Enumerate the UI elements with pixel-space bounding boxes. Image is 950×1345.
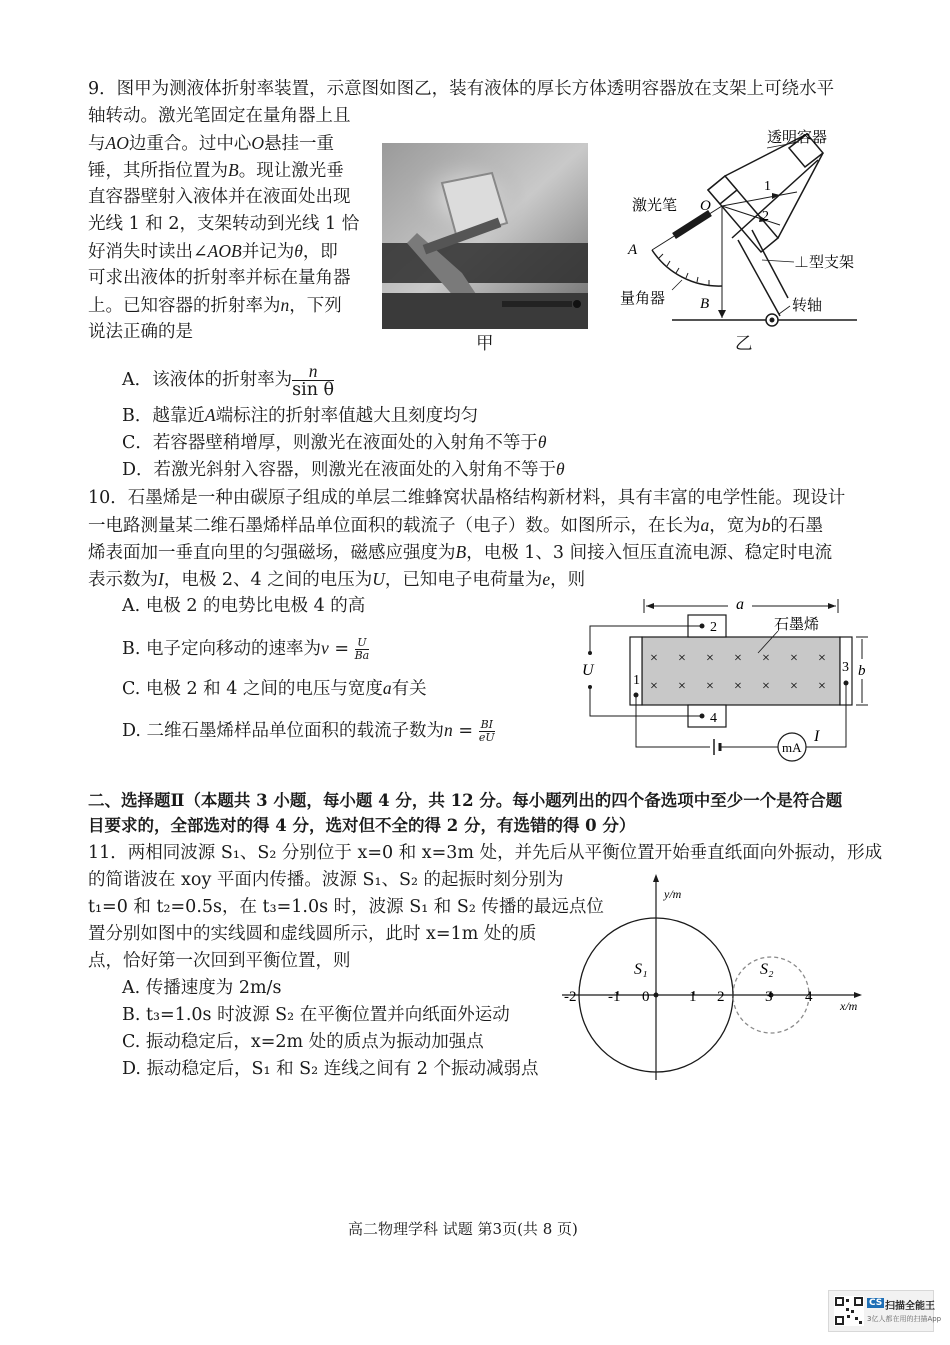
q9-protractor-ticks xyxy=(659,254,709,285)
q10-cross: × xyxy=(678,679,686,694)
photo-base xyxy=(382,293,588,329)
q9-optA-prefix: A．该液体的折射率为 xyxy=(122,370,293,390)
q9-l7c: 并记为 xyxy=(241,242,295,262)
photo-knob xyxy=(573,300,581,308)
q11-s1-point xyxy=(654,993,659,998)
q11-xlabel: x/m xyxy=(840,999,858,1013)
q10-cross: × xyxy=(706,679,714,694)
cs-badge: CS xyxy=(869,1298,883,1308)
q9-container-wall-left xyxy=(708,176,737,204)
q9-diagram xyxy=(612,120,872,340)
q10-label-graphene: 石墨烯 xyxy=(774,617,820,633)
q9-option-d xyxy=(122,456,565,484)
section2-line2: 目要求的，全部选对的得 4 分，选对但不全的得 2 分，有选错的得 0 分） xyxy=(88,816,636,835)
q10-optB-eq: = xyxy=(328,639,355,659)
q10-optD-eq: = xyxy=(452,721,479,741)
q9-l9a: 上。已知容器的折射率为 xyxy=(88,296,281,316)
q10-cross: × xyxy=(650,679,658,694)
q10-optC-b: a xyxy=(382,678,392,698)
q10-line4 xyxy=(88,566,585,594)
q10-cross: × xyxy=(762,651,770,666)
q9-line4 xyxy=(88,157,344,185)
q10-u-terminal-bottom xyxy=(588,685,592,689)
q11-tick-0: 0 xyxy=(642,989,650,1005)
q9-line5: 直容器壁射入液体并在液面处出现 xyxy=(88,187,351,207)
q9-l3e: 悬挂一重 xyxy=(263,134,334,154)
q10-l4c: ，电极 2、4 之间的电压为 xyxy=(163,570,373,590)
watermark-subtitle: 3亿人都在用的扫描App xyxy=(867,1315,942,1323)
page-footer: 高二物理学科 试题 第3页(共 8 页) xyxy=(348,1220,578,1238)
q10-line2 xyxy=(88,512,823,540)
q11-line1: 11．两相同波源 S₁、S₂ 分别位于 x=0 和 x=3m 处，并先后从平衡位置开始垂直纸面向外振动，形成 xyxy=(88,843,883,863)
q9-diagram-caption: 乙 xyxy=(735,334,753,354)
q10-l4f: e xyxy=(542,569,551,589)
q9-optB-b: A xyxy=(204,405,216,425)
q10-optB-var: v xyxy=(321,638,329,658)
q9-plumb-weight xyxy=(718,310,726,318)
q11-tick-2: 2 xyxy=(717,989,725,1005)
q9-line3 xyxy=(88,130,334,158)
q9-support-leg2 xyxy=(752,230,788,298)
q10-option-b xyxy=(122,635,369,663)
q9-l3d: O xyxy=(251,133,264,153)
q11-tick--2: -2 xyxy=(564,989,577,1005)
q10-l2b: a xyxy=(700,515,710,535)
q10-l2a: 一电路测量某二维石墨烯样品单位面积的载流子（电子）数。如图所示，在长为 xyxy=(88,516,701,536)
q10-label-I: I xyxy=(814,728,820,745)
q9-line7 xyxy=(88,238,338,266)
q11-option-d: D. 振动稳定后，S₁ 和 S₂ 连线之间有 2 个振动减弱点 xyxy=(122,1059,539,1079)
q10-cross: × xyxy=(790,651,798,666)
q10-optD-prefix: D. 二维石墨烯样品单位面积的载流子数为 xyxy=(122,721,445,741)
q9-label-ray2: 2 xyxy=(762,209,769,224)
q9-label-support: ⊥型支架 xyxy=(794,255,855,271)
q10-circuit-svg xyxy=(570,595,870,765)
q9-l3a: 与 xyxy=(88,134,106,154)
q9-label-O: O xyxy=(700,198,711,214)
q9-number: 9． xyxy=(88,79,117,99)
q9-line6: 光线 1 和 2，支架转动到光线 1 恰 xyxy=(88,214,360,234)
q11-y-axis-arrow xyxy=(653,874,659,882)
q10-option-d xyxy=(122,717,495,745)
q10-l2e: 的石墨 xyxy=(770,516,823,536)
q9-option-b xyxy=(122,402,478,430)
q10-label-mA: mA xyxy=(782,740,802,755)
q9-leader-support xyxy=(762,260,794,262)
q9-laser-pen xyxy=(674,213,710,236)
q9-l4c: 。现让激光垂 xyxy=(238,161,344,181)
q10-optB-num: U xyxy=(355,637,370,650)
q10-l3c: ，电极 1、3 间接入恒压直流电源、稳定时电流 xyxy=(466,543,833,563)
q10-l3b: B xyxy=(455,542,467,562)
q10-circuit xyxy=(570,595,870,765)
q11-graph xyxy=(560,870,870,1085)
q10-optC-a: C. 电极 2 和 4 之间的电压与宽度 xyxy=(122,679,383,699)
photo-rod xyxy=(502,301,572,307)
q9-optA-num: n xyxy=(292,362,334,381)
q10-cross: × xyxy=(678,651,686,666)
q9-text1: 图甲为测液体折射率装置，示意图如图乙，装有液体的厚长方体透明容器放在支架上可绕水平 xyxy=(116,79,835,99)
q9-line2: 轴转动。激光笔固定在量角器上且 xyxy=(88,106,351,126)
q9-label-ray1: 1 xyxy=(764,179,771,194)
q9-label-container: 透明容器 xyxy=(767,130,828,146)
q10-line1: 10．石墨烯是一种由碳原子组成的单层二维蜂窝状晶格结构新材料，具有丰富的电学性能。现设计 xyxy=(88,488,846,508)
q9-label-laser: 激光笔 xyxy=(632,198,678,214)
q10-cross: × xyxy=(734,679,742,694)
q9-option-c xyxy=(122,429,547,457)
q11-tick--1: -1 xyxy=(608,989,621,1005)
q10-dim-a-arrow-l xyxy=(646,603,654,609)
q9-optA-fraction xyxy=(292,362,334,399)
q9-l7b: AOB xyxy=(207,241,242,261)
q10-cross: × xyxy=(734,651,742,666)
q10-l2d: b xyxy=(761,515,771,535)
q11-option-c: C. 振动稳定后，x=2m 处的质点为振动加强点 xyxy=(122,1032,484,1052)
q9-leader-protractor xyxy=(672,280,682,290)
q9-axis-inner xyxy=(770,318,775,323)
q11-graph-svg xyxy=(560,870,870,1085)
q10-label-U: U xyxy=(582,662,594,679)
q9-diagram-svg xyxy=(612,120,872,340)
q9-line1 xyxy=(88,76,834,103)
q10-label-e2: 2 xyxy=(710,620,717,635)
q11-x-axis-arrow xyxy=(854,992,862,998)
q9-optD-a: D．若激光斜射入容器，则激光在液面处的入射角不等于 xyxy=(122,460,557,480)
q9-l7d: θ xyxy=(294,241,303,261)
q9-photo xyxy=(382,143,588,329)
q9-l9b: n xyxy=(280,295,290,315)
q10-cross: × xyxy=(818,679,826,694)
q11-option-a: A. 传播速度为 2m/s xyxy=(122,978,282,998)
q9-label-axis: 转轴 xyxy=(792,298,823,314)
q9-label-protractor: 量角器 xyxy=(620,291,666,307)
q11-line3: t₁=0 和 t₂=0.5s，在 t₃=1.0s 时，波源 S₁ 和 S₂ 传播的最远点位 xyxy=(88,897,604,917)
q11-label-S1: S₁ xyxy=(634,961,648,978)
q10-cross: × xyxy=(706,651,714,666)
q10-cross: × xyxy=(762,679,770,694)
q10-cross: × xyxy=(650,651,658,666)
q9-label-A: A xyxy=(628,242,638,258)
q10-l4g: ，则 xyxy=(550,570,586,590)
q9-l4a: 锤，其所指位置为 xyxy=(88,161,228,181)
q9-optB-c: 端标注的折射率值越大且刻度均匀 xyxy=(215,406,479,426)
q10-label-e1: 1 xyxy=(633,673,640,688)
q10-optC-c: 有关 xyxy=(391,679,427,699)
q10-l4e: ，已知电子电荷量为 xyxy=(384,570,543,590)
q9-l9c: ，下列 xyxy=(289,296,342,316)
q10-label-e4: 4 xyxy=(710,711,717,726)
q9-optA-den: sin θ xyxy=(292,380,335,400)
q9-container-edge-side xyxy=(778,153,823,238)
q10-optD-var: n xyxy=(444,720,453,740)
q9-l3c: 边重合。过中心 xyxy=(128,134,252,154)
q11-line5: 点，恰好第一次回到平衡位置，则 xyxy=(88,951,351,971)
scanner-watermark xyxy=(828,1290,942,1332)
q10-l4d: U xyxy=(372,569,385,589)
q9-photo-svg xyxy=(382,143,588,329)
q10-dim-a-arrow-r xyxy=(828,603,836,609)
q9-l7a: 好消失时读出∠ xyxy=(88,242,208,262)
q9-line8: 可求出液体的折射率并标在量角器 xyxy=(88,268,351,288)
q10-line3 xyxy=(88,539,832,567)
q10-optD-fraction xyxy=(479,719,495,744)
q9-l7e: ，即 xyxy=(302,242,338,262)
q9-label-B: B xyxy=(700,296,710,312)
q10-option-c xyxy=(122,675,427,703)
q10-label-e3: 3 xyxy=(842,660,849,675)
q11-tick-4: 4 xyxy=(805,989,813,1005)
q11-tick-1: 1 xyxy=(689,989,697,1005)
q11-option-b: B. t₃=1.0s 时波源 S₂ 在平衡位置并向纸面外运动 xyxy=(122,1005,510,1025)
q11-line4: 置分别如图中的实线圆和虚线圆所示，此时 x=1m 处的质 xyxy=(88,924,537,944)
q10-cross: × xyxy=(790,679,798,694)
q10-l3a: 烯表面加一垂直向里的匀强磁场，磁感应强度为 xyxy=(88,543,456,563)
q10-l2c: ，宽为 xyxy=(709,516,762,536)
q9-l3b: AO xyxy=(105,133,129,153)
q10-optB-prefix: B. 电子定向移动的速率为 xyxy=(122,639,321,659)
q9-photo-caption: 甲 xyxy=(476,334,494,354)
q11-ylabel: y/m xyxy=(664,887,682,901)
q9-optC-b: θ xyxy=(537,432,547,452)
q10-label-b: b xyxy=(858,663,866,679)
q10-optD-den: eU xyxy=(478,731,495,744)
watermark-title: 扫描全能王 xyxy=(885,1301,935,1312)
q10-l4a: 表示数为 xyxy=(88,570,158,590)
q9-l4b: B xyxy=(228,160,239,180)
q9-support-leg1 xyxy=(738,240,780,316)
q10-optB-fraction xyxy=(355,637,370,662)
q9-ray-1 xyxy=(722,192,797,206)
q9-line9 xyxy=(88,292,342,320)
q10-label-a: a xyxy=(736,596,744,613)
q10-optD-num: BI xyxy=(480,718,494,731)
q10-cross: × xyxy=(818,651,826,666)
qr-code-icon xyxy=(834,1296,864,1326)
q10-u-terminal-top xyxy=(588,651,592,655)
q9-protractor-arc xyxy=(652,250,722,286)
q11-line2: 的简谐波在 xoy 平面内传播。波源 S₁、S₂ 的起振时刻分别为 xyxy=(88,870,564,890)
q9-option-a xyxy=(122,362,334,399)
q9-optD-b: θ xyxy=(556,459,565,479)
section2-line1: 二、选择题Ⅱ（本题共 3 小题，每小题 4 分，共 12 分。每小题列出的四个备选项中至少一个是符合题 xyxy=(88,791,843,810)
q9-optC-a: C．若容器壁稍增厚，则激光在液面处的入射角不等于 xyxy=(122,433,538,453)
q9-line10: 说法正确的是 xyxy=(88,322,193,342)
q10-graphene-sheet xyxy=(642,637,840,705)
q10-optB-den: Ba xyxy=(354,649,370,662)
q9-optB-a: B．越靠近 xyxy=(122,406,205,426)
q10-option-a: A. 电极 2 的电势比电极 4 的高 xyxy=(122,596,366,616)
q9-leader-axis xyxy=(779,306,790,314)
q10-l4b: I xyxy=(158,569,164,589)
q11-label-S2: S₂ xyxy=(760,961,774,978)
q11-tick-3: 3 xyxy=(765,989,773,1005)
